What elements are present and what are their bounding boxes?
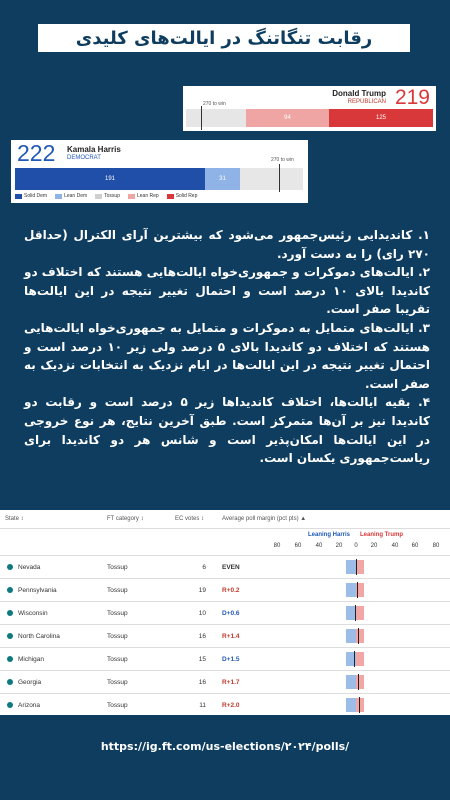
state-margin: R+1.4	[222, 633, 240, 640]
rep-share-bar	[356, 652, 364, 666]
explanation-list	[24, 226, 430, 468]
dem-share-bar	[346, 560, 356, 574]
state-name: North Carolina	[18, 633, 60, 640]
harris-party: DEMOCRAT	[67, 155, 101, 161]
trump-270-marker	[201, 106, 202, 130]
legend-lean-rep: Lean Rep	[128, 193, 159, 199]
leaning-harris-label: Leaning Harris	[308, 532, 351, 538]
source-link[interactable]: https://ig.ft.com/us-elections/۲۰۲۴/polls/	[100, 740, 350, 753]
eye-icon[interactable]	[7, 679, 13, 685]
state-ev: 11	[199, 702, 206, 709]
trump-party: REPUBLICAN	[347, 99, 386, 105]
axis-tick: 80	[432, 543, 440, 549]
dem-share-bar	[346, 583, 356, 597]
state-margin: EVEN	[222, 564, 240, 571]
state-category: Tossup	[107, 702, 128, 709]
eye-icon[interactable]	[7, 564, 13, 570]
state-ev: 15	[198, 656, 206, 663]
state-category: Tossup	[107, 587, 128, 594]
harris-name: Kamala Harris	[67, 145, 121, 154]
harris-panel	[11, 140, 308, 203]
table-row[interactable]	[0, 670, 450, 693]
state-margin: D+1.5	[222, 656, 240, 663]
header-state[interactable]: State ↕	[5, 516, 24, 522]
table-row[interactable]	[0, 624, 450, 647]
trump-panel	[183, 86, 436, 131]
state-name: Arizona	[18, 702, 41, 709]
legend-lean-dem: Lean Dem	[55, 193, 87, 199]
eye-icon[interactable]	[7, 702, 13, 708]
leaning-trump-label: Leaning Trump	[360, 532, 404, 538]
state-name: Nevada	[18, 564, 41, 571]
state-category: Tossup	[107, 610, 128, 617]
state-category: Tossup	[107, 679, 128, 686]
table-header	[0, 510, 450, 529]
rep-share-bar	[356, 606, 364, 620]
state-category: Tossup	[107, 633, 128, 640]
table-row[interactable]	[0, 647, 450, 670]
table-row[interactable]	[0, 693, 450, 716]
axis-tick: 80	[273, 543, 281, 549]
header-avg[interactable]: Average poll margin (pct pts) ▲	[222, 516, 307, 522]
margin-marker	[358, 628, 359, 644]
trump-name: Donald Trump	[332, 89, 386, 98]
trump-threshold-note: 270 to win	[203, 101, 226, 107]
state-category: Tossup	[107, 564, 128, 571]
state-ev: 16	[198, 633, 206, 640]
table-row[interactable]	[0, 578, 450, 601]
legend	[15, 193, 197, 199]
legend-solid-dem: Solid Dem	[15, 193, 47, 199]
state-margin: R+0.2	[222, 587, 240, 594]
dem-share-bar	[346, 629, 356, 643]
eye-icon[interactable]	[7, 633, 13, 639]
rep-share-bar	[356, 698, 364, 712]
state-name: Pennsylvania	[18, 587, 57, 594]
axis-tick: 40	[391, 543, 399, 549]
poll-table	[0, 510, 450, 715]
state-category: Tossup	[107, 656, 128, 663]
state-ev: 16	[198, 679, 206, 686]
solid-rep-segment: 125	[329, 109, 433, 127]
harris-threshold-note: 270 to win	[271, 157, 294, 163]
axis-tick: 0	[354, 543, 358, 549]
margin-marker	[359, 697, 360, 713]
eye-icon[interactable]	[7, 610, 13, 616]
margin-marker	[357, 582, 358, 598]
eye-icon[interactable]	[7, 656, 13, 662]
table-row[interactable]	[0, 555, 450, 578]
state-ev: 6	[202, 564, 206, 571]
axis-tick: 60	[411, 543, 419, 549]
state-name: Wisconsin	[18, 610, 48, 617]
tossup-segment	[240, 168, 303, 190]
point-2: ۲. ایالت‌های دموکرات و جمهوری‌خواه ایالت‌هایی هستند که اختلاف دو کاندیدا بالای ۱۰ درصد است و احتمال تغییر نتیجه در این ایالت‌ها تقریبا صفر است.	[24, 265, 430, 317]
page-title: رقابت تنگاتنگ در ایالت‌های کلیدی	[75, 27, 373, 49]
eye-icon[interactable]	[7, 587, 13, 593]
state-ev: 10	[198, 610, 206, 617]
header-category[interactable]: FT category ↕	[107, 516, 144, 522]
lean-rep-segment: 94	[246, 109, 329, 127]
dem-share-bar	[346, 675, 356, 689]
state-ev: 19	[198, 587, 206, 594]
state-margin: R+2.0	[222, 702, 240, 709]
state-name: Georgia	[18, 679, 42, 686]
legend-tossup: Tossup	[95, 193, 120, 199]
trump-bar	[186, 109, 433, 127]
point-3: ۳. ایالت‌های متمایل به دموکرات و متمایل به جمهوری‌خواه ایالت‌هایی هستند که اختلاف دو کاندیدا بالای ۵ درصد ولی زیر ۱۰ درصد است و احتمال تغییر نتیجه در این ایالت‌ها در ایام نزدیک به انتخابات نزدیک به صفر است.	[24, 320, 431, 391]
margin-marker	[355, 605, 356, 621]
point-1: ۱. کاندیدایی رئیس‌جمهور می‌شود که بیشترین آرای الکترال (حداقل ۲۷۰ رای) را به دست آورد.	[24, 228, 430, 261]
state-margin: D+0.6	[222, 610, 240, 617]
dem-share-bar	[346, 698, 356, 712]
state-name: Michigan	[18, 656, 45, 663]
solid-dem-segment: 191	[15, 168, 205, 190]
harris-270-marker	[279, 164, 280, 192]
legend-solid-rep: Solid Rep	[167, 193, 198, 199]
trump-votes: 219	[394, 86, 430, 109]
margin-marker	[354, 651, 355, 667]
state-margin: R+1.7	[222, 679, 240, 686]
tossup-segment	[186, 109, 246, 127]
table-row[interactable]	[0, 601, 450, 624]
lean-dem-segment: 31	[205, 168, 240, 190]
harris-bar	[15, 168, 303, 190]
axis-tick: 60	[294, 543, 302, 549]
harris-votes: 222	[17, 140, 56, 166]
point-4: ۴. بقیه ایالت‌ها، اختلاف کاندیداها زیر ۵ درصد است و رقابت دو کاندیدا نیز بر آن‌ها متمرکز است. طبق آخرین نتایج، هر نوع خروجی در این ایالت‌ها امکان‌پذیر است و شانس هر دو کاندیدا برای ریاست‌جمهوری یکسان است.	[24, 395, 431, 466]
title-box	[38, 24, 410, 52]
margin-marker	[356, 559, 357, 575]
header-ev[interactable]: EC votes ↕	[175, 516, 205, 522]
axis-tick: 40	[315, 543, 323, 549]
axis-tick: 20	[370, 543, 378, 549]
axis-tick: 20	[335, 543, 343, 549]
rep-share-bar	[356, 560, 364, 574]
margin-marker	[358, 674, 359, 690]
